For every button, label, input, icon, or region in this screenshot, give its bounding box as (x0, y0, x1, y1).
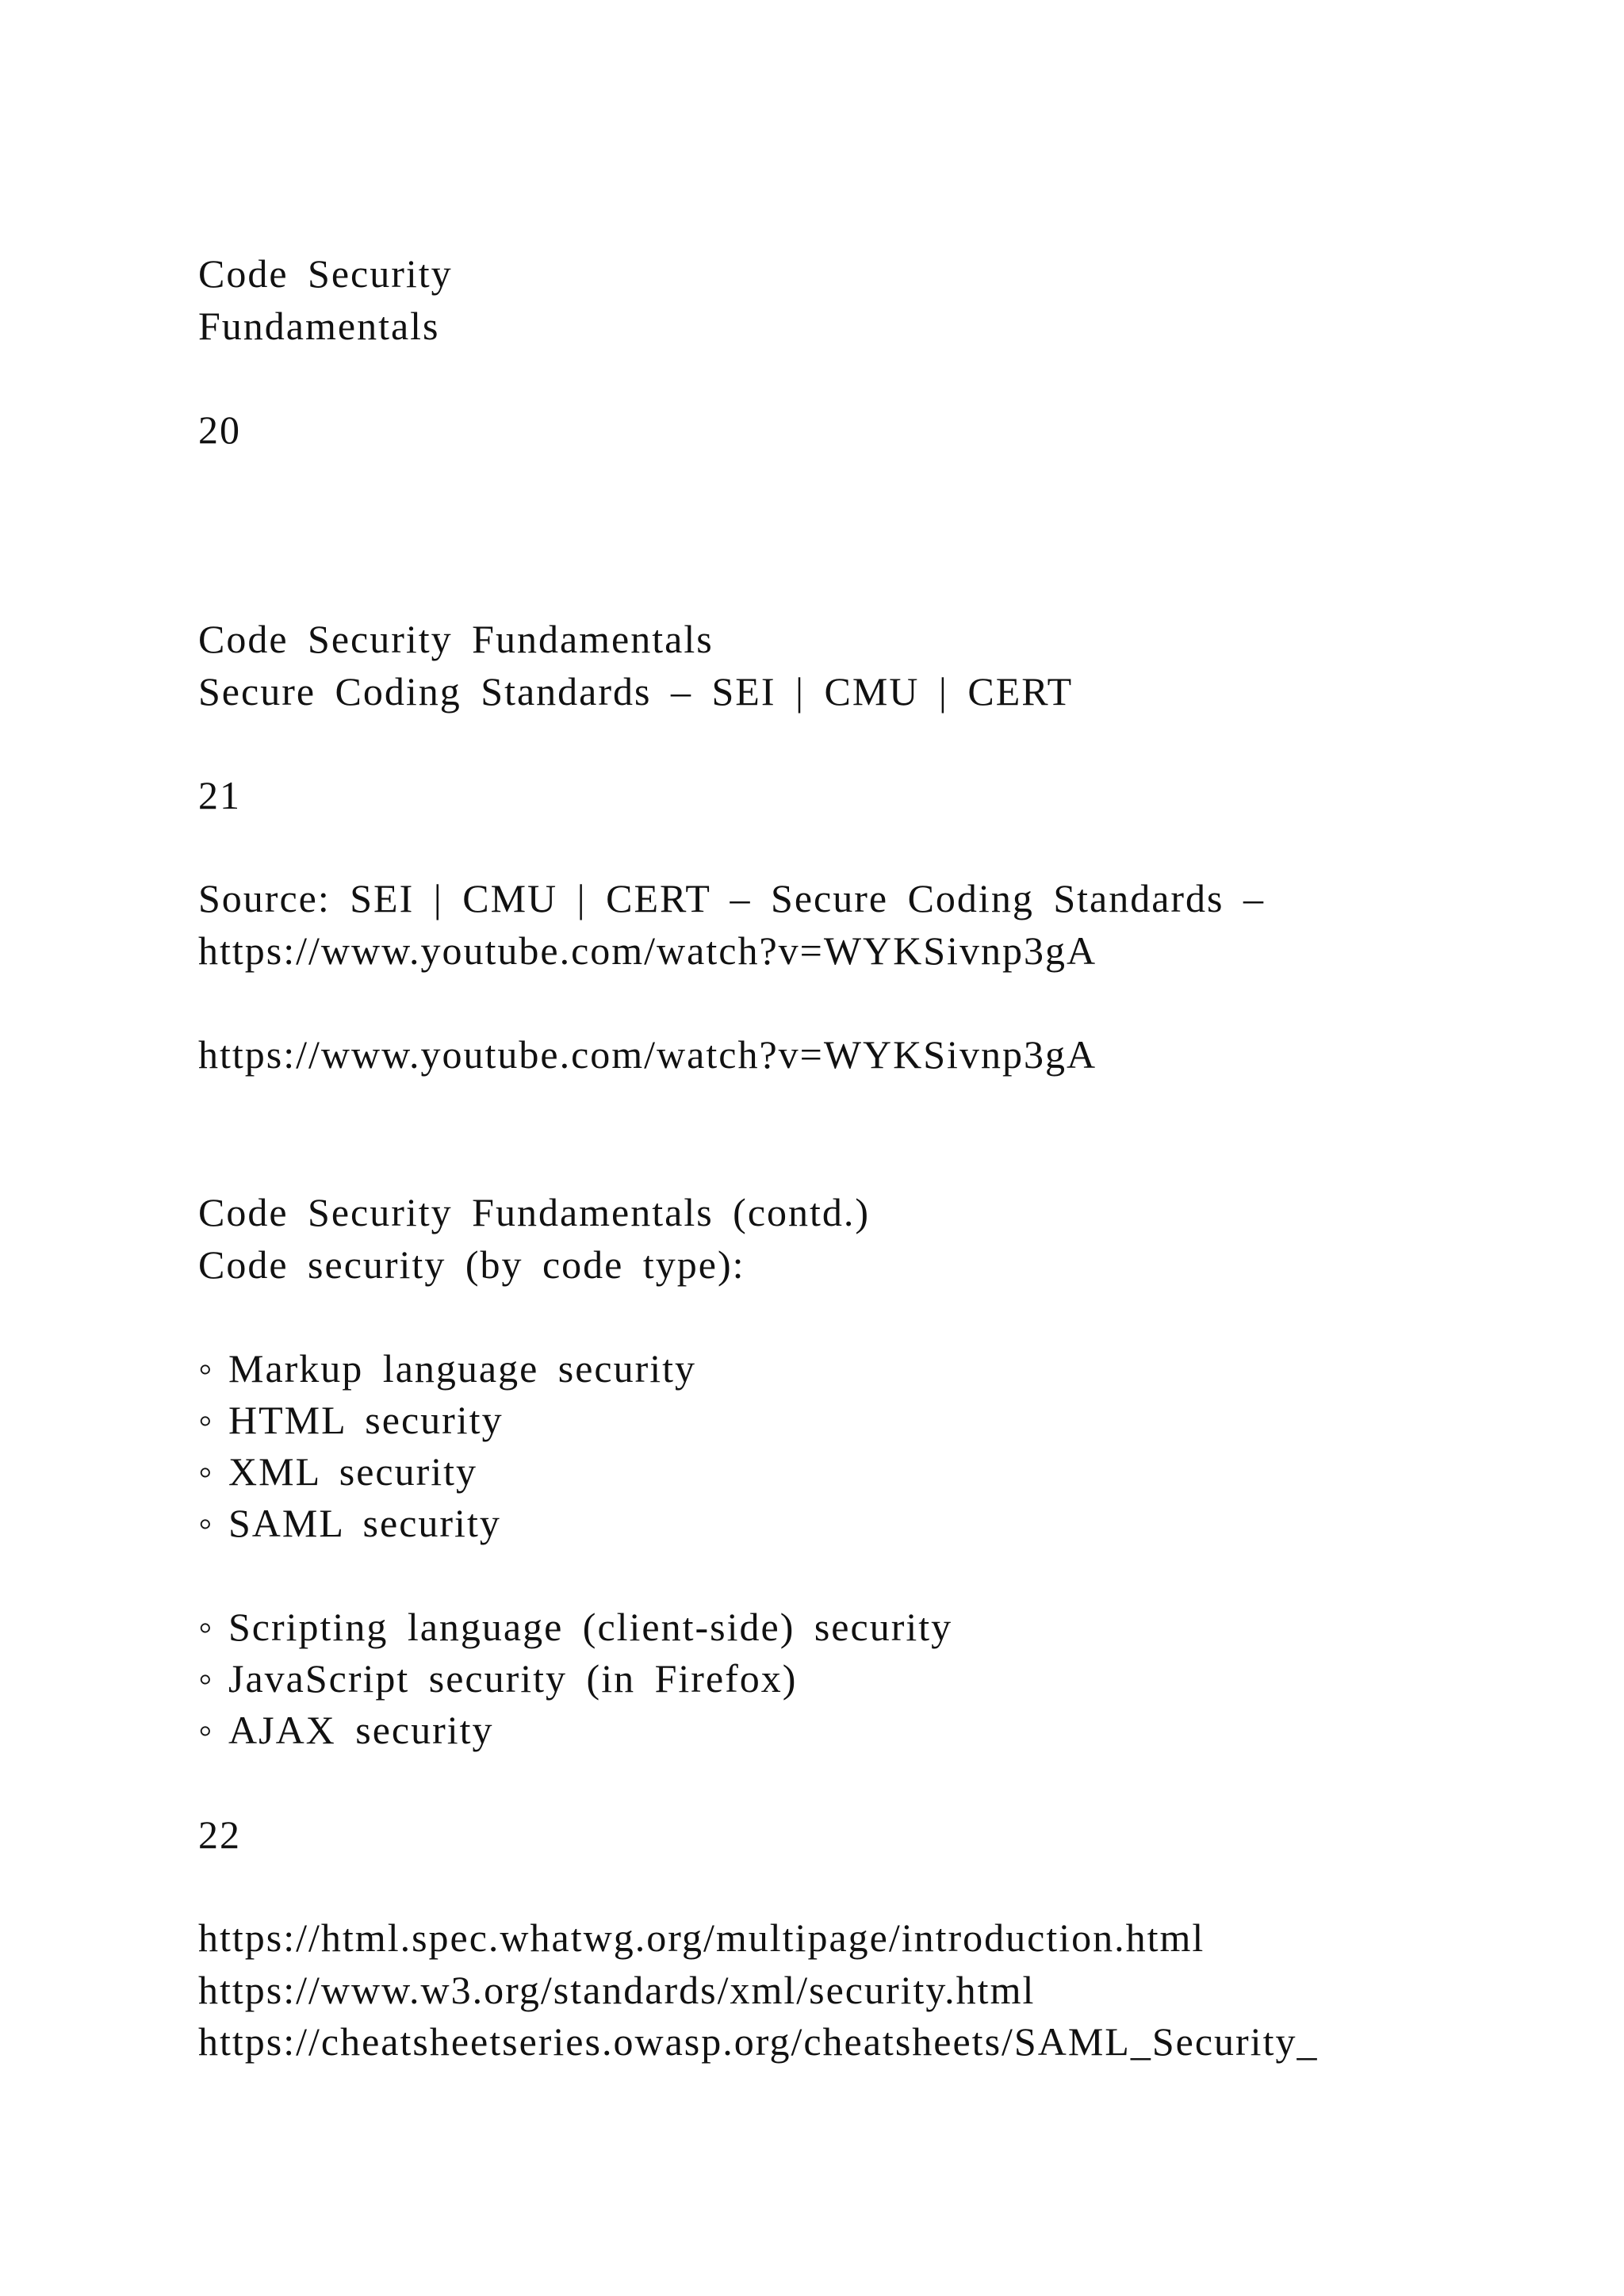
saml-security-link[interactable]: https://cheatsheetseries.owasp.org/cheatsheets/SAML_Security_ (198, 2019, 1319, 2064)
list-item-text: Markup language security (228, 1346, 697, 1391)
list-item (198, 1652, 797, 1705)
list-item (198, 1497, 501, 1549)
section-22-title-line-2: Code security (by code type): (198, 1242, 745, 1287)
section-21-title-line-2: Secure Coding Standards – SEI | CMU | CERT (198, 669, 1074, 714)
page-number-22: 22 (198, 1812, 241, 1857)
bullet-icon: ◦ (198, 1605, 214, 1649)
list-item-text: JavaScript security (in Firefox) (228, 1656, 798, 1701)
list-item-text: SAML security (228, 1501, 501, 1545)
bullet-icon: ◦ (198, 1501, 214, 1545)
xml-security-link[interactable]: https://www.w3.org/standards/xml/security.html (198, 1968, 1036, 2012)
list-item-text: AJAX security (228, 1708, 494, 1752)
bullet-icon: ◦ (198, 1708, 214, 1752)
bullet-icon: ◦ (198, 1398, 214, 1442)
list-item-text: HTML security (228, 1398, 504, 1442)
section-21-title-line-1: Code Security Fundamentals (198, 617, 714, 661)
section-20-title-line-1: Code Security (198, 251, 453, 296)
bullet-icon: ◦ (198, 1449, 214, 1494)
list-item (198, 1601, 952, 1653)
source-line-1: Source: SEI | CMU | CERT – Secure Coding Standards – (198, 876, 1266, 920)
list-item-text: XML security (228, 1449, 478, 1494)
list-item-text: Scripting language (client-side) security (228, 1605, 953, 1649)
section-20-title-line-2: Fundamentals (198, 304, 440, 348)
list-item (198, 1445, 477, 1498)
html-spec-link[interactable]: https://html.spec.whatwg.org/multipage/introduction.html (198, 1915, 1205, 1960)
youtube-link[interactable]: https://www.youtube.com/watch?v=WYKSivnp3gA (198, 1032, 1097, 1077)
bullet-icon: ◦ (198, 1656, 214, 1701)
bullet-icon: ◦ (198, 1346, 214, 1391)
page-number-21: 21 (198, 773, 241, 817)
source-line-2[interactable]: https://www.youtube.com/watch?v=WYKSivnp3gA (198, 928, 1097, 973)
list-item (198, 1394, 504, 1446)
page-number-20: 20 (198, 408, 241, 452)
section-22-title-line-1: Code Security Fundamentals (contd.) (198, 1190, 871, 1234)
list-item (198, 1704, 494, 1756)
list-item (198, 1342, 696, 1395)
